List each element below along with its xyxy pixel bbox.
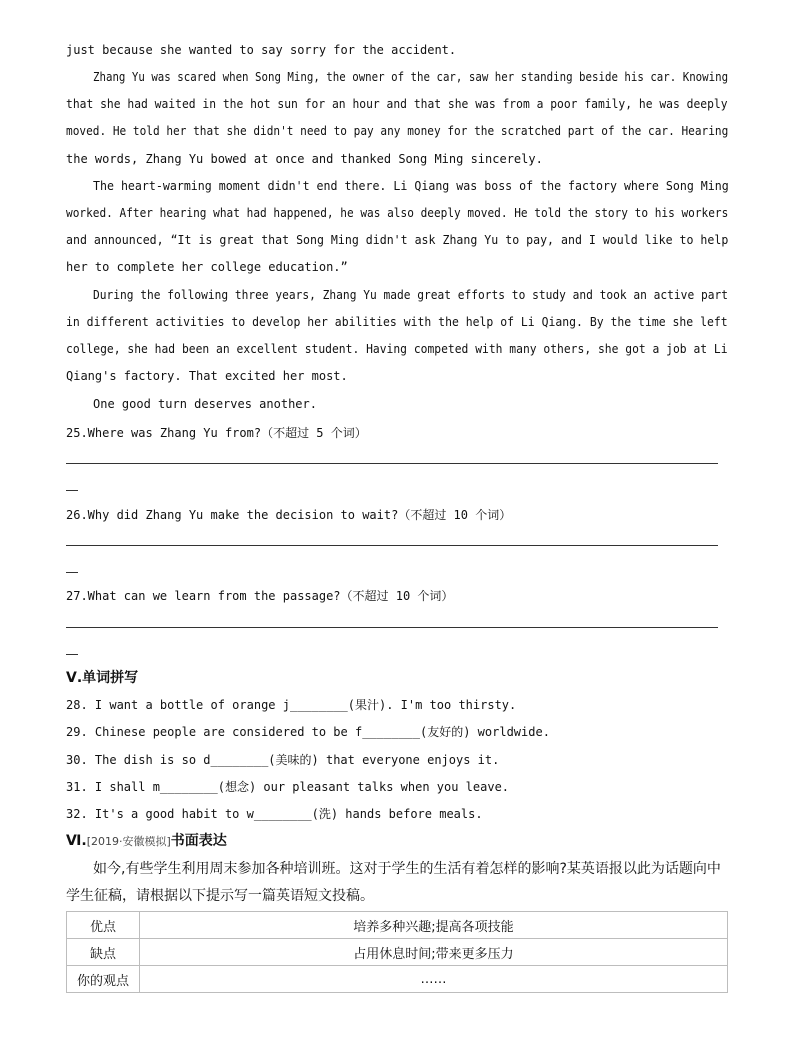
writing-prompt-line-1: 如今,有些学生利用周末参加各种培训班。这对于学生的生活有着怎样的影响?某英语报以此为话题向中 <box>93 861 721 877</box>
table-key: 你的观点 <box>67 966 140 993</box>
answer-line-27-tail <box>66 654 78 655</box>
writing-hints-table <box>66 911 728 993</box>
passage-line: During the following three years, Zhang Yu made great efforts to study and took an active part <box>93 288 728 302</box>
table-value: …… <box>140 966 728 993</box>
section-5-title: Ⅴ.单词拼写 <box>66 670 139 686</box>
passage-line: The heart-warming moment didn't end there. Li Qiang was boss of the factory where Song Ming <box>93 179 729 193</box>
passage-line: just because she wanted to say sorry for the accident. <box>66 43 457 57</box>
passage-line: that she had waited in the hot sun for an hour and that she was from a poor family, he was deeply <box>66 97 728 111</box>
source-tag: [2019·安徽模拟] <box>86 835 171 848</box>
table-key: 缺点 <box>67 939 140 966</box>
section-6-number: Ⅵ. <box>66 833 87 849</box>
answer-line-26-tail <box>66 572 78 573</box>
writing-prompt-line-2: 学生征稿，请根据以下提示写一篇英语短文投稿。 <box>66 888 374 904</box>
passage-line: Qiang's factory. That excited her most. <box>66 369 348 383</box>
section-6-label: 书面表达 <box>170 833 227 849</box>
spelling-item-28: 28. I want a bottle of orange j________(果汁). I'm too thirsty. <box>66 698 517 712</box>
passage-line: the words, Zhang Yu bowed at once and thanked Song Ming sincerely. <box>66 152 543 166</box>
passage-line: college, she had been an excellent student. Having competed with many others, she got a job at Li <box>66 342 728 356</box>
table-key: 优点 <box>67 912 140 939</box>
answer-line-27[interactable] <box>66 627 718 628</box>
question-27: 27.What can we learn from the passage?（不超过 10 个词） <box>66 589 454 603</box>
spelling-item-32: 32. It's a good habit to w________(洗) hands before meals. <box>66 807 483 821</box>
answer-line-25[interactable] <box>66 463 718 464</box>
spelling-item-29: 29. Chinese people are considered to be f________(友好的) worldwide. <box>66 725 550 739</box>
table-value: 培养多种兴趣;提高各项技能 <box>140 912 728 939</box>
spelling-item-30: 30. The dish is so d________(美味的) that everyone enjoys it. <box>66 753 500 767</box>
table-row <box>67 939 728 966</box>
question-26: 26.Why did Zhang Yu make the decision to wait?（不超过 10 个词） <box>66 508 512 522</box>
table-row <box>67 966 728 993</box>
passage-line: moved. He told her that she didn't need to pay any money for the scratched part of the car. Hearing <box>66 124 729 138</box>
table-value: 占用休息时间;带来更多压力 <box>140 939 728 966</box>
answer-line-25-tail <box>66 490 78 491</box>
passage-line: in different activities to develop her abilities with the help of Li Qiang. By the time she left <box>66 315 728 329</box>
passage-line: and announced, “It is great that Song Ming didn't ask Zhang Yu to pay, and I would like to help <box>66 233 729 247</box>
passage-line: worked. After hearing what had happened, he was also deeply moved. He told the story to his workers <box>66 206 729 220</box>
answer-line-26[interactable] <box>66 545 718 546</box>
question-25: 25.Where was Zhang Yu from?（不超过 5 个词） <box>66 426 367 440</box>
passage-line: her to complete her college education.” <box>66 260 348 274</box>
passage-line: One good turn deserves another. <box>93 397 317 411</box>
spelling-item-31: 31. I shall m________(想念) our pleasant talks when you leave. <box>66 780 510 794</box>
section-6-title <box>66 830 227 850</box>
passage-line: Zhang Yu was scared when Song Ming, the owner of the car, saw her standing beside his car. Knowing <box>93 70 729 84</box>
table-row <box>67 912 728 939</box>
